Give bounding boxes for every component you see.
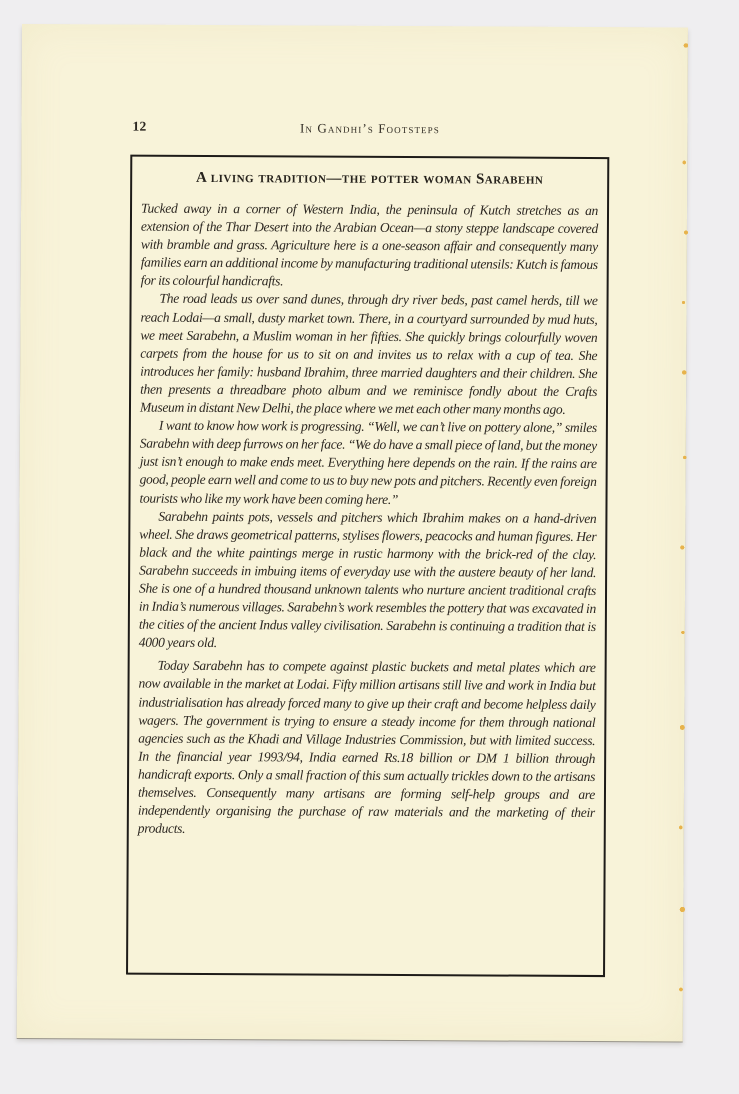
paragraph-intro-kutch: Tucked away in a corner of Western India, the peninsula of Kutch stretches as an extension of the Thar Desert into the Arabian Ocean—a stony steppe landscape covered with bramble and grass. Agriculture here is a one-season affair and consequently many families earn an additional income by manufacturing traditional utensils: Kutch is famous for its colourful handicrafts.	[140, 200, 599, 289]
paragraph-artisans-economy: Today Sarabehn has to compete against plastic buckets and metal plates which are now available in the market at Lodai. Fifty million artisans still live and work in India but industrialisation has already forced many to give up their craft and become helpless daily wagers. The government is trying to ensure a steady income for them through national agencies such as the Khadi and Village Industries Commission, but with limited success. In the financial year 1993/94, India earned Rs.18 billion or DM 1 billion through handicraft exports. Only a small fraction of this sum actually trickles down to the artisans themselves. Consequently many artisans are forming self-help groups and are independently organising the purchase of raw materials and the marketing of their products.	[137, 658, 596, 837]
article-title: A living tradition—the potter woman Sarabehn	[195, 169, 544, 188]
page-header	[130, 119, 609, 140]
deckled-page-edge	[677, 27, 690, 1041]
paragraph-pottery-tradition: Sarabehn paints pots, vessels and pitchers which Ibrahim makes on a hand-driven wheel. She draws geometrical patterns, stylises flowers, peacocks and human figures. Her black and the white paintings merge in rustic harmony with the brick-red of the clay. Sarabehn succeeds in imbuing items of everyday use with the austere beauty of her land. She is one of a hundred thousand unknown talents who nurture ancient traditional crafts in India’s numerous villages. Sarabehn’s work resembles the pottery that was excavated in the cities of the ancient Indus valley civilisation. Sarabehn is continuing a tradition that is 4000 years old.	[138, 508, 597, 651]
paragraph-interview-quote: I want to know how work is progressing. “Well, we can’t live on pottery alone,” smiles Sarabehn with deep furrows on her face. “We do have a small piece of land, but the money just isn’t enough to make ends meet. Everything here depends on the rain. If the rains are good, people earn well and come to us to buy new pots and pitchers. Recently even foreign tourists who like my work have been coming here.”	[139, 417, 597, 507]
paragraph-road-to-lodai: The road leads us over sand dunes, through dry river beds, past camel herds, till we reach Lodai—a small, dusty market town. There, in a courtyard surrounded by mud huts, we meet Sarabehn, a Muslim woman in her fifties. She quickly brings colourfully woven carpets from the house for us to sit on and invites us to relax with a cup of tea. She introduces her family: husband Ibrahim, three married daughters and their children. She then presents a threadbare photo album and we reminisce fondly about the Crafts Museum in distant New Delhi, the place where we met each other many months ago.	[139, 291, 598, 417]
running-header: In Gandhi’s Footsteps	[299, 120, 440, 137]
article-box	[126, 155, 609, 977]
book-page	[17, 24, 688, 1041]
page-number: 12	[132, 118, 147, 134]
